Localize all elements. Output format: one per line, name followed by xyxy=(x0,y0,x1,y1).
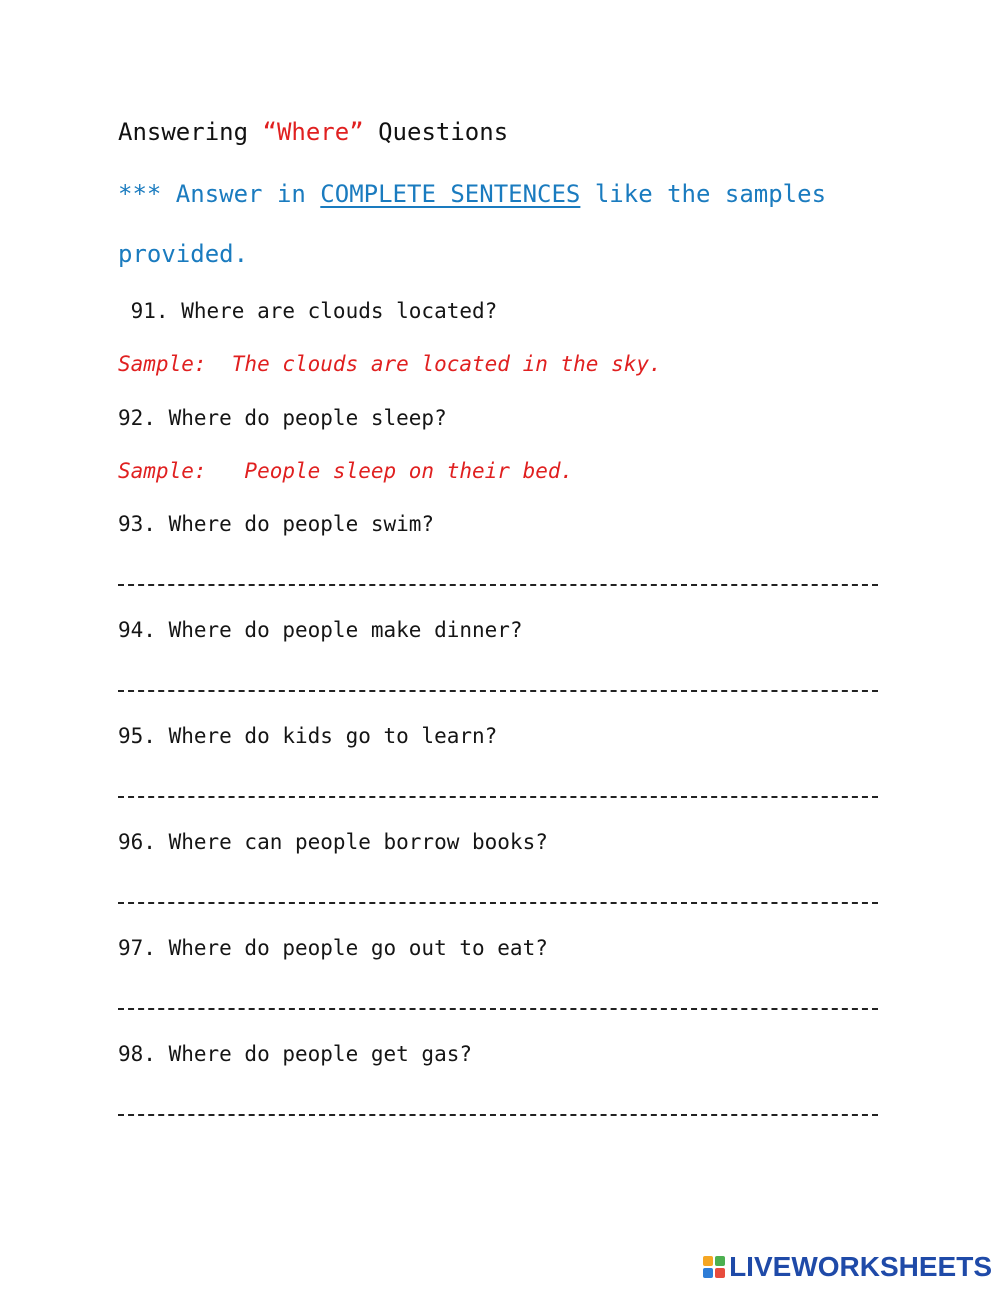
worksheet-title xyxy=(118,116,508,148)
answer-line-98[interactable] xyxy=(118,1114,878,1116)
sample-answer-91: Sample: The clouds are located in the sky. xyxy=(118,352,662,376)
instructions-line-2: provided. xyxy=(118,240,249,268)
question-95: 95. Where do kids go to learn? xyxy=(118,724,498,748)
logo-block xyxy=(703,1268,713,1278)
instructions-suffix: like the samples xyxy=(580,180,827,208)
question-94: 94. Where do people make dinner? xyxy=(118,618,523,642)
instructions-prefix: *** Answer in xyxy=(118,180,321,208)
logo-block xyxy=(703,1256,713,1266)
title-highlight: “Where” xyxy=(262,118,364,146)
answer-line-93[interactable] xyxy=(118,584,878,586)
title-suffix: Questions xyxy=(363,118,509,146)
logo-block xyxy=(715,1268,725,1278)
title-prefix: Answering xyxy=(118,118,263,146)
question-97: 97. Where do people go out to eat? xyxy=(118,936,548,960)
instructions-line-1 xyxy=(118,178,826,210)
answer-line-94[interactable] xyxy=(118,690,878,692)
question-98: 98. Where do people get gas? xyxy=(118,1042,473,1066)
question-92: 92. Where do people sleep? xyxy=(118,406,447,430)
sample-answer-92: Sample: People sleep on their bed. xyxy=(118,459,574,483)
question-96: 96. Where can people borrow books? xyxy=(118,830,548,854)
question-93: 93. Where do people swim? xyxy=(118,512,435,536)
logo-text: LIVEWORKSHEETS xyxy=(729,1251,992,1282)
question-91: 91. Where are clouds located? xyxy=(118,299,498,323)
liveworksheets-logo xyxy=(703,1251,992,1283)
instructions-emphasis: COMPLETE SENTENCES xyxy=(320,180,581,208)
logo-blocks-icon xyxy=(703,1256,725,1278)
answer-line-95[interactable] xyxy=(118,796,878,798)
logo-block xyxy=(715,1256,725,1266)
answer-line-97[interactable] xyxy=(118,1008,878,1010)
answer-line-96[interactable] xyxy=(118,902,878,904)
